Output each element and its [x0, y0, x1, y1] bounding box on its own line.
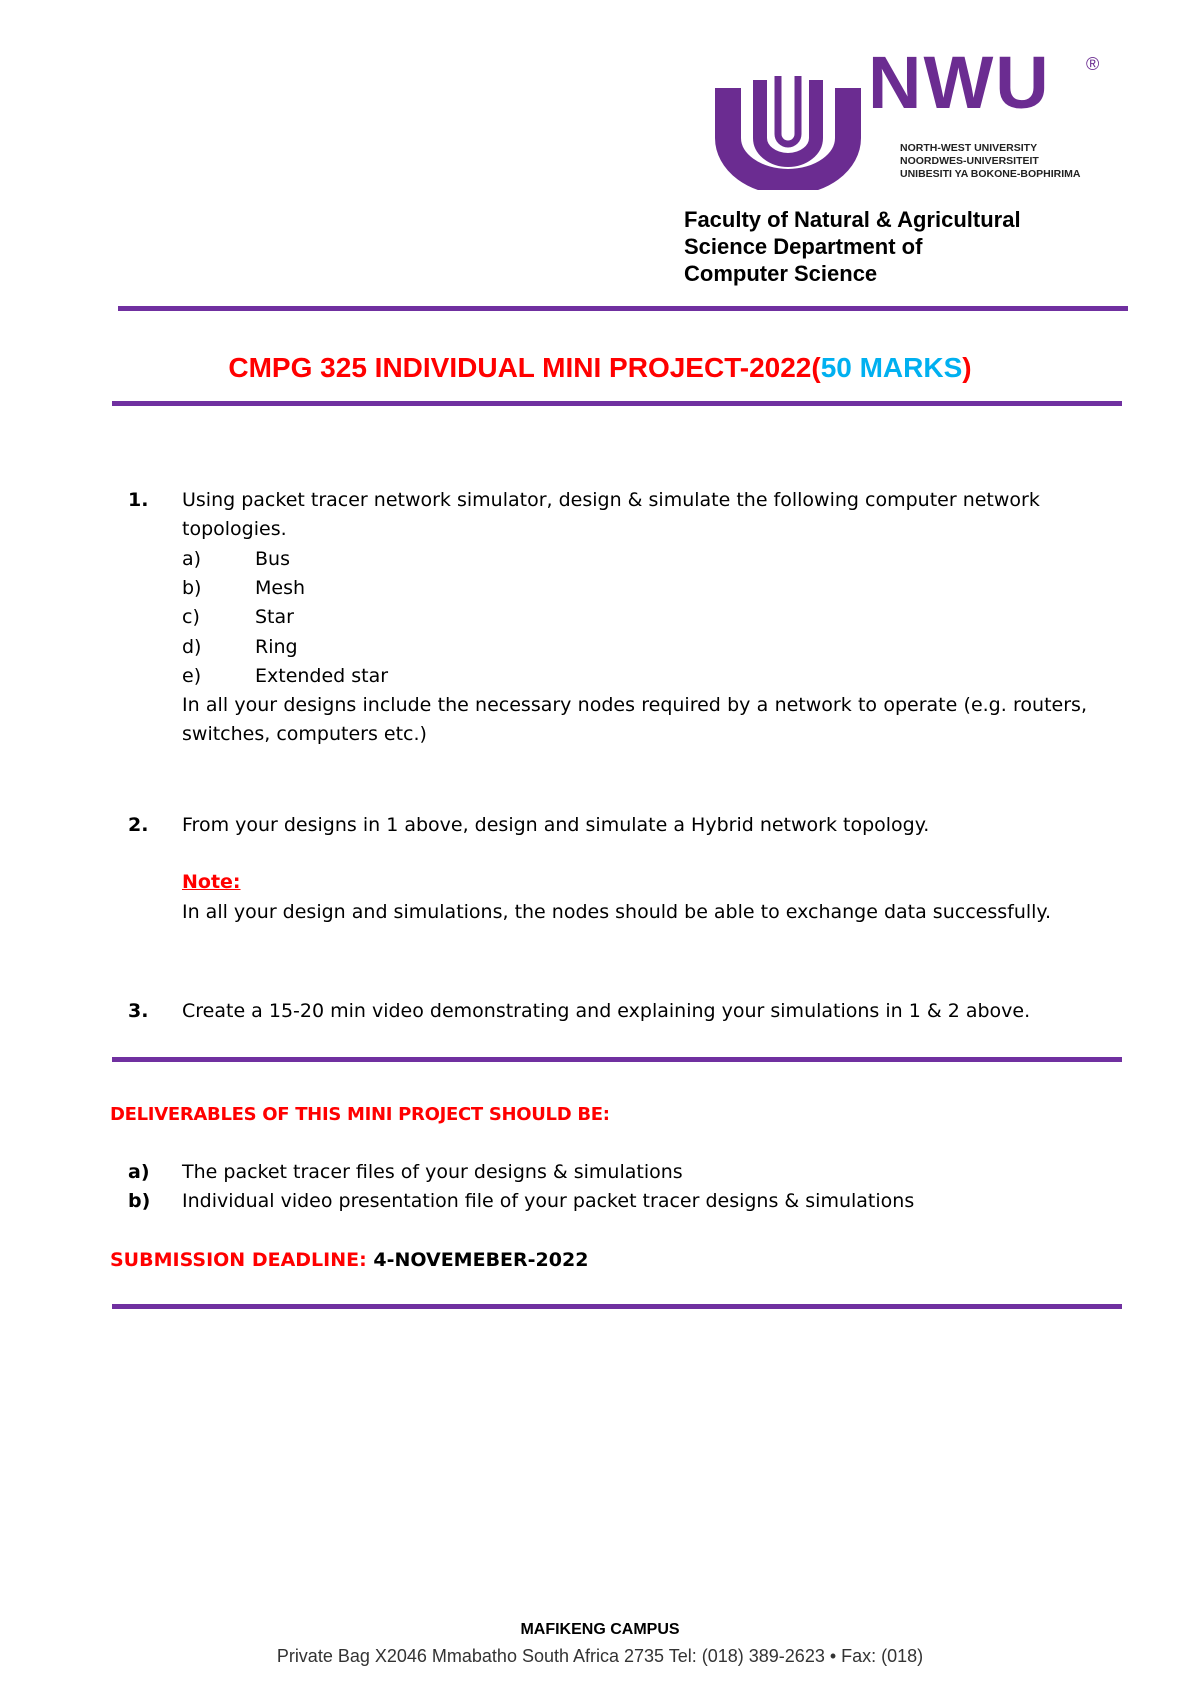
- item-text: Bus: [255, 548, 290, 570]
- footer-campus: MAFIKENG CAMPUS: [520, 1621, 680, 1638]
- question-2-text: From your designs in 1 above, design and simulate a Hybrid network topology.: [182, 814, 930, 836]
- deliverable-text: The packet tracer files of your designs & simulations: [182, 1161, 683, 1183]
- question-1-extra: In all your designs include the necessary nodes required by a network to operate (e.g. routers, switches, computers etc.): [182, 694, 1087, 745]
- nwu-logo: [708, 41, 1100, 190]
- note-label: Note:: [182, 871, 241, 893]
- deliverable-label: a): [128, 1161, 150, 1183]
- item-text: Star: [255, 606, 294, 628]
- title-close: ): [962, 352, 972, 383]
- list-item: [182, 633, 298, 662]
- header-divider: [118, 306, 1128, 311]
- registered-mark: ®: [1086, 54, 1100, 74]
- questions-divider: [112, 1057, 1122, 1062]
- page-title: [0, 352, 1200, 384]
- question-3-text: Create a 15-20 min video demonstrating and explaining your simulations in 1 & 2 above.: [182, 1000, 1031, 1022]
- item-label: e): [182, 665, 202, 687]
- footer-address: Private Bag X2046 Mmabatho South Africa 2735 Tel: (018) 389-2623 • Fax: (018): [276, 1646, 924, 1666]
- item-text: Ring: [255, 636, 298, 658]
- university-names: [900, 142, 1080, 181]
- question-2-number: 2.: [128, 814, 149, 836]
- university-name-tn: UNIBESITI YA BOKONE-BOPHIRIMA: [900, 168, 1081, 180]
- item-text: Extended star: [255, 665, 389, 687]
- title-marks: 50 MARKS: [820, 352, 963, 383]
- faculty-line-1: Faculty of Natural & Agricultural: [684, 207, 1021, 232]
- item-text: Mesh: [255, 577, 306, 599]
- deadline-divider: [112, 1304, 1122, 1309]
- note-text: In all your design and simulations, the nodes should be able to exchange data successfully.: [182, 901, 1051, 923]
- list-item: [182, 662, 388, 691]
- item-label: d): [182, 636, 202, 658]
- faculty-line-2: Science Department of: [684, 234, 923, 259]
- list-item: [182, 545, 290, 574]
- submission-deadline: [110, 1246, 588, 1275]
- faculty-block: [684, 206, 1104, 287]
- question-1-number: 1.: [128, 489, 149, 511]
- title-main: CMPG 325 INDIVIDUAL MINI PROJECT-2022(: [228, 352, 821, 383]
- item-label: c): [182, 606, 200, 628]
- nwu-logo-text: NWU: [868, 41, 1051, 124]
- university-name-en: NORTH-WEST UNIVERSITY: [900, 142, 1038, 154]
- item-label: a): [182, 548, 202, 570]
- question-1-text: Using packet tracer network simulator, design & simulate the following computer network topologies.: [182, 489, 1040, 540]
- item-label: b): [182, 577, 202, 599]
- faculty-line-3: Computer Science: [684, 261, 878, 286]
- list-item: [182, 574, 305, 603]
- deliverable-text: Individual video presentation file of your packet tracer designs & simulations: [182, 1190, 915, 1212]
- university-name-af: NOORDWES-UNIVERSITEIT: [900, 155, 1039, 167]
- nwu-wordmark: [868, 40, 1051, 125]
- question-3-number: 3.: [128, 1000, 149, 1022]
- deadline-value: 4-NOVEMEBER-2022: [373, 1249, 589, 1271]
- title-divider: [112, 401, 1122, 406]
- list-item: [182, 603, 294, 632]
- deadline-label: SUBMISSION DEADLINE:: [110, 1249, 367, 1271]
- deliverable-label: b): [128, 1190, 151, 1212]
- deliverables-heading: DELIVERABLES OF THIS MINI PROJECT SHOULD BE:: [110, 1104, 610, 1125]
